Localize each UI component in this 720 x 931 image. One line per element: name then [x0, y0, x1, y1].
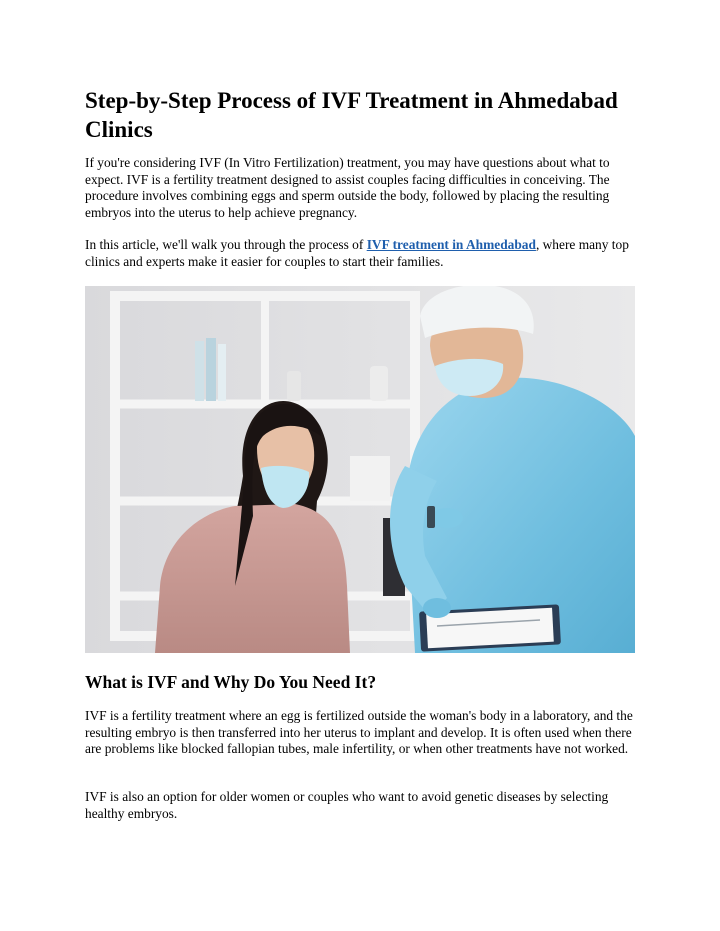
walkthrough-text-after: , where many top clinics and experts make it easier for couples to start their families. — [85, 237, 629, 269]
walkthrough-text-before: In this article, we'll walk you through the process of — [85, 237, 367, 252]
ivf-ahmedabad-link[interactable]: IVF treatment in Ahmedabad — [366, 237, 536, 252]
section-paragraph-1: IVF is a fertility treatment where an egg is fertilized outside the woman's body in a laboratory, and the resulting embryo is then transferred into her uterus to implant and develop. It is often used when there are problems like blocked fallopian tubes, male infertility, or when other treatments have not worked. — [85, 708, 633, 757]
section-paragraph-2: IVF is also an option for older women or couples who want to avoid genetic diseases by selecting healthy embryos. — [85, 789, 609, 821]
article-title: Step-by-Step Process of IVF Treatment in Ahmedabad Clinics — [85, 88, 618, 142]
walkthrough-paragraph — [85, 237, 645, 270]
photo-illustration — [85, 286, 635, 653]
doctor-patient-photo — [85, 286, 635, 653]
intro-paragraph: If you're considering IVF (In Vitro Fertilization) treatment, you may have questions about what to expect. IVF is a fertility treatment designed to assist couples facing difficulties in conceiving. The procedure involves combining eggs and sperm outside the body, followed by placing the resulting embryos into the uterus to help achieve pregnancy. — [85, 155, 610, 220]
section-heading: What is IVF and Why Do You Need It? — [85, 672, 377, 692]
